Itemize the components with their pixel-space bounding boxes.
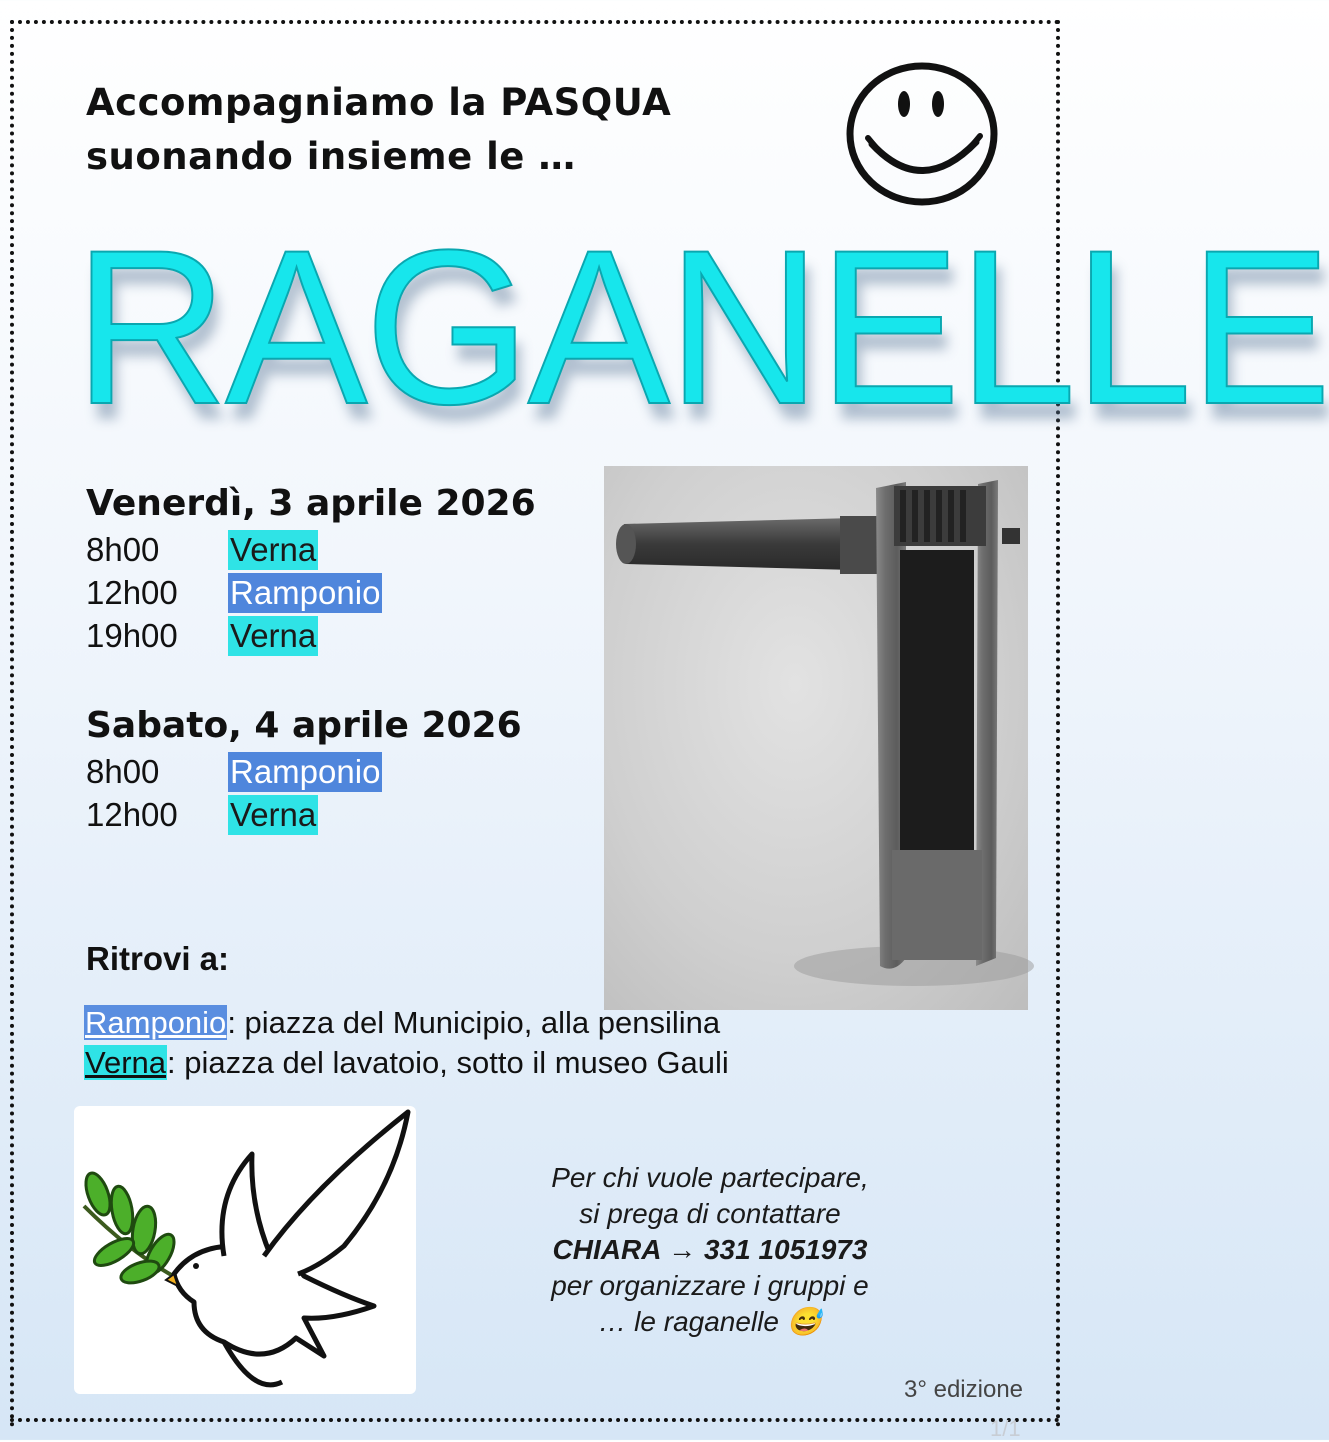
contact-line: si prega di contattare (579, 1198, 841, 1229)
dove-image (74, 1106, 416, 1394)
schedule-time: 8h00 (86, 531, 160, 568)
event-title: RAGANELLE (74, 204, 1329, 450)
rattle-photo (604, 466, 1028, 1010)
schedule-time: 12h00 (86, 574, 178, 611)
meeting-description: : piazza del lavatoio, sotto il museo Gauli (167, 1045, 729, 1080)
schedule-place: Verna (230, 617, 317, 654)
schedule-place: Ramponio (230, 753, 381, 790)
page-number: 1/1 (990, 1416, 1021, 1441)
schedule-place: Verna (230, 796, 317, 833)
contact-line: per organizzare i gruppi e (551, 1270, 869, 1301)
smiley-face-icon (842, 58, 1002, 208)
schedule-time: 8h00 (86, 753, 160, 790)
ritrovi-heading: Ritrovi a: (86, 940, 230, 977)
schedule-place: Ramponio (230, 574, 381, 611)
schedule-place: Verna (230, 531, 317, 568)
contact-line: … le raganelle 😅 (598, 1306, 822, 1337)
edition-label: 3° edizione (904, 1376, 1024, 1403)
schedule-time: 12h00 (86, 796, 178, 833)
meeting-place: Verna (85, 1045, 167, 1080)
intro-heading (86, 76, 671, 184)
dove-with-olive-branch-icon (74, 1106, 416, 1394)
contact-phone: CHIARA → 331 1051973 (552, 1234, 868, 1265)
meeting-place: Ramponio (85, 1005, 227, 1040)
meeting-description: : piazza del Municipio, alla pensilina (227, 1005, 721, 1040)
intro-line-2: suonando insieme le … (86, 135, 576, 178)
day-heading-2: Sabato, 4 aprile 2026 (86, 705, 522, 746)
contact-line: Per chi vuole partecipare, (551, 1162, 869, 1193)
day-heading-1: Venerdì, 3 aprile 2026 (86, 483, 536, 524)
contact-info (520, 1160, 900, 1340)
schedule-time: 19h00 (86, 617, 178, 654)
meeting-point-verna (84, 1044, 729, 1082)
page-border-bottom (10, 1418, 1060, 1422)
rattle-illustration (604, 466, 1028, 1010)
intro-line-1: Accompagniamo la PASQUA (86, 81, 672, 124)
meeting-point-ramponio (84, 1004, 720, 1042)
